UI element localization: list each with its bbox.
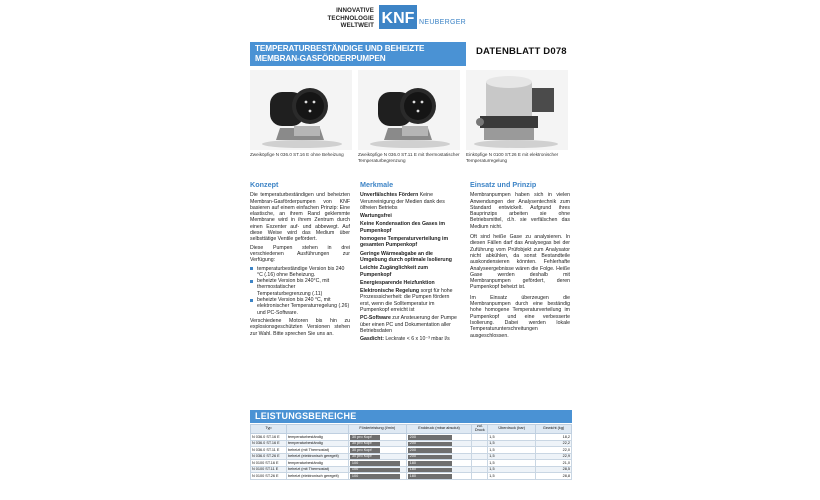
logo-lettering: KNF <box>381 10 415 27</box>
table-cell-type: N 0100 ST.26 E <box>251 473 287 480</box>
company-tagline <box>312 7 374 30</box>
tagline-line-1: INNOVATIVE <box>336 7 374 14</box>
table-cell-pressure <box>472 473 488 480</box>
feature-list <box>360 192 460 342</box>
flow-value: 100 <box>351 460 359 465</box>
feature-item <box>360 315 460 334</box>
photo-caption-3: Einköpfige N 0100 ST.26 E mit elektronischer Temperaturregelung <box>466 152 559 163</box>
column-header: zul. Druck <box>472 425 488 434</box>
table-cell-vac <box>406 473 472 480</box>
table-cell-weight: 21,0 <box>536 460 572 467</box>
table-cell-type: N 036.0 ST.26 E <box>251 453 287 460</box>
pump-photo-3 <box>466 70 568 150</box>
feature-item <box>360 236 460 249</box>
list-item <box>250 297 350 316</box>
list-item <box>250 278 350 297</box>
column-header: Enddruck (mbar absolut) <box>406 425 472 434</box>
feature-item <box>360 280 460 286</box>
konzept-paragraph-3: Verschiedene Motoren bis hin zu explosionsgeschützten Versionen stehen zur Wahl. Bitte sprechen Sie uns an. <box>250 317 350 337</box>
list-item-text: temperaturbeständige Version bis 240 °C (.16) ohne Beheizung. <box>257 265 345 278</box>
feature-text: sorgt für hohe Prozesssicherheit: die Pumpen fördern erst, wenn die Solltemperatur im Pumpenkopf erreicht ist <box>360 288 453 314</box>
flow-value: 100 <box>351 467 359 472</box>
table-cell-over: 1,5 <box>488 453 536 460</box>
table-cell-desc: beheizt (mit Thermostat) <box>286 466 348 473</box>
feature-item <box>360 251 460 264</box>
photo-caption-2: Zweiköpfige N 036.0 ST.11 E mit thermostatischer Temperaturbegrenzung <box>358 152 460 163</box>
table-cell-over: 1,5 <box>488 434 536 441</box>
feature-text: Keine Verunreinigung der Medien dank des ölfreien Betriebs <box>360 192 445 211</box>
table-cell-over: 1,5 <box>488 447 536 454</box>
feature-item <box>360 221 460 234</box>
einsatz-paragraph-3: Im Einsatz überzeugen die Membranpumpen durch eine beständig hohe homogene Temperaturverteilung im Pumpenkopf und eine verbesserte Isolierung. Dabei werden lokale Temperaturunterschreitungen ausgeschlossen. <box>470 294 570 339</box>
flow-value: 30 pro Kopf <box>351 441 372 446</box>
feature-title: Wartungsfrei <box>360 213 392 220</box>
list-item <box>250 266 350 279</box>
vacuum-value: 180 <box>409 460 417 465</box>
table-cell-type: N 036.0 ST.16 E <box>251 434 287 441</box>
einsatz-paragraph-2: Oft sind heiße Gase zu analysieren. In diesen Fällen darf das Analysegas bei der Zuführung vom Prüfobjekt zum Analysator nicht abkühlen, da sonst Bestandteile auskondensieren könnten. Fehlerhafte Analyseergebnisse wären die Folge. Heiße Gase werden deshalb mit Membranpumpen gefördert, deren Pumpenkopf beheizt ist. <box>470 234 570 291</box>
konzept-paragraph-2: Diese Pumpen stehen in drei verschiedenen Ausführungen zur Verfügung: <box>250 244 350 264</box>
table-cell-desc: beheizt (mit Thermostat) <box>286 447 348 454</box>
table-cell-desc: beheizt (elektronisch geregelt) <box>286 473 348 480</box>
vacuum-value: 200 <box>409 434 417 439</box>
feature-title: Unverfälschtes Fördern <box>360 192 419 199</box>
title-band <box>250 42 572 66</box>
table-cell-type: N 036.0 ST.11 E <box>251 447 287 454</box>
merkmale-section <box>360 182 460 345</box>
merkmale-heading: Merkmale <box>360 180 394 189</box>
table-cell-weight: 18,2 <box>536 434 572 441</box>
title-line-1: TEMPERATURBESTÄNDIGE UND BEHEIZTE <box>255 44 425 53</box>
konzept-paragraph-1: Die temperaturbeständigen und beheizten Membran-Gasförderpumpen von KNF basieren auf einem einfachen Prinzip: Eine elastische, an ihrem Rand geklemmte Membrane wird in ihrem Zentrum durch einen Exzenter auf- und abbewegt. Auf diese Weise wird das Medium über selbsttätige Ventile gefördert. <box>250 192 350 243</box>
vacuum-value: 200 <box>409 441 417 446</box>
table-cell-weight: 22,2 <box>536 440 572 447</box>
flow-value: 30 pro Kopf <box>351 454 372 459</box>
column-header: Gewicht (kg) <box>536 425 572 434</box>
feature-title: PC-Software <box>360 315 391 322</box>
flow-value: 100 <box>351 473 359 478</box>
feature-text: zur Ansteuerung der Pumpe über einen PC und Dokumentation aller Betriebsdaten <box>360 315 457 334</box>
photo-caption-1: Zweiköpfige N 036.0 ST.16 E ohne Beheizung <box>250 152 344 157</box>
table-cell-desc: beheizt (elektronisch geregelt) <box>286 453 348 460</box>
bullet-square-icon <box>250 280 253 283</box>
table-cell-weight: 22,9 <box>536 453 572 460</box>
feature-item <box>360 192 460 211</box>
feature-title: Gasdicht: <box>360 336 384 343</box>
feature-title: Leichte Zugänglichkeit zum Pumpenkopf <box>360 265 429 278</box>
vacuum-value: 180 <box>409 467 417 472</box>
table-cell-weight: 22,0 <box>536 447 572 454</box>
table-cell-desc: temperaturbeständig <box>286 434 348 441</box>
performance-table-body <box>251 434 572 480</box>
document-title <box>255 44 424 64</box>
feature-title: Elektronische Regelung <box>360 288 420 295</box>
datasheet-number: DATENBLATT D078 <box>476 46 567 57</box>
feature-title: homogene Temperaturverteilung im gesamten Pumpenkopf <box>360 236 449 249</box>
pump-photo-2 <box>358 70 460 150</box>
feature-item <box>360 336 460 342</box>
title-line-2: MEMBRAN-GASFÖRDERPUMPEN <box>255 53 386 63</box>
feature-item <box>360 213 460 219</box>
table-cell-over: 1,5 <box>488 466 536 473</box>
table-header-row <box>251 425 572 434</box>
einsatz-heading: Einsatz und Prinzip <box>470 180 537 189</box>
pump-photo-1 <box>250 70 352 150</box>
column-header: Typ <box>251 425 287 434</box>
column-header: Förderleistung (l/min) <box>348 425 406 434</box>
table-row <box>251 473 572 480</box>
bullet-square-icon <box>250 299 253 302</box>
flow-value: 30 pro Kopf <box>351 447 372 452</box>
feature-title: Keine Kondensation des Gases im Pumpenkopf <box>360 221 446 234</box>
einsatz-section <box>470 182 570 341</box>
column-header: Überdruck (bar) <box>488 425 536 434</box>
performance-table <box>250 424 572 480</box>
feature-title: Energiesparende Heizfunktion <box>360 279 435 286</box>
performance-header-band <box>250 410 572 423</box>
table-cell-over: 1,5 <box>488 440 536 447</box>
table-cell-desc: temperaturbeständig <box>286 440 348 447</box>
brand-subtitle: NEUBERGER <box>419 19 467 26</box>
knf-logo <box>379 5 417 29</box>
knf-logo-mark <box>379 5 417 29</box>
table-cell-over: 1,5 <box>488 460 536 467</box>
performance-heading: LEISTUNGSBEREICHE <box>255 411 357 421</box>
datasheet-page <box>250 0 572 500</box>
feature-item <box>360 288 460 313</box>
flow-value: 30 pro Kopf <box>351 434 372 439</box>
table-cell-flow <box>348 473 406 480</box>
list-item-text: beheizte Version bis 240 °C, mit elektronischer Temperaturregelung (.26) und PC-Software. <box>257 297 350 316</box>
vacuum-value: 180 <box>409 473 417 478</box>
table-cell-weight: 28,5 <box>536 466 572 473</box>
table-cell-over: 1,5 <box>488 473 536 480</box>
feature-item <box>360 265 460 278</box>
vacuum-value: 200 <box>409 447 417 452</box>
vacuum-value: 200 <box>409 454 417 459</box>
konzept-heading: Konzept <box>250 180 279 189</box>
einsatz-paragraph-1: Membranpumpen haben sich in vielen Anwendungen der Analysentechnik zum Standard entwickelt. Aufgrund ihres Bauprinzips arbeiten sie ohne Betriebsmittel, d.h. sie verfälschen das Medium nicht. <box>470 192 570 230</box>
feature-text: Leckrate < 6 x 10⁻³ mbar l/s <box>385 336 450 343</box>
konzept-section <box>250 182 350 339</box>
konzept-version-list <box>250 266 350 316</box>
tagline-line-3: WELTWEIT <box>340 22 374 30</box>
table-cell-weight: 28,8 <box>536 473 572 480</box>
table-cell-desc: temperaturbeständig <box>286 460 348 467</box>
title-background <box>250 42 466 66</box>
tagline-line-2: TECHNOLOGIE <box>327 14 374 22</box>
feature-title: Geringe Wärmeabgabe an die Umgebung durch optimale Isolierung <box>360 250 452 263</box>
table-cell-type: N 036.0 ST.16 E <box>251 440 287 447</box>
table-cell-type: N 0100 ST.11 E <box>251 466 287 473</box>
list-item-text: beheizte Version bis 240°C, mit thermostatischer Temperaturbegrenzung (.11) <box>257 278 330 297</box>
column-header <box>286 425 348 434</box>
bullet-square-icon <box>250 267 253 270</box>
table-cell-type: N 0100 ST.16 E <box>251 460 287 467</box>
